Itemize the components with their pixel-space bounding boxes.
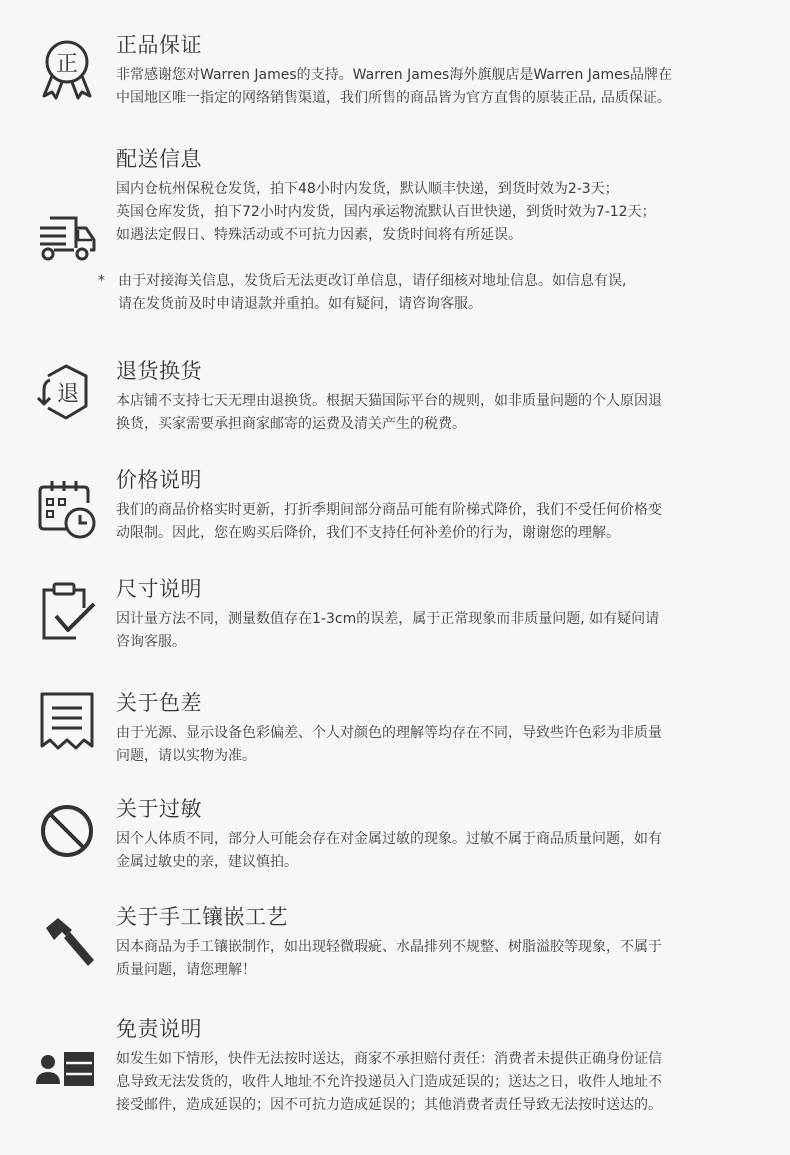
- note-line: 由于对接海关信息，发货后无法更改订单信息，请仔细核对地址信息。如信息有误,: [118, 273, 627, 289]
- body-line: 质量问题，请您理解！: [116, 962, 256, 978]
- note-star: *: [98, 273, 105, 289]
- returns-badge-char: 退: [56, 382, 80, 407]
- authentic-ribbon-icon: [34, 34, 100, 100]
- section-body: [116, 608, 766, 654]
- section-body: [116, 390, 766, 436]
- body-line: 英国仓库发货，拍下72小时内发货，国内承运物流默认百世快递，到货时效为7-12天；: [116, 204, 656, 220]
- section-title: 正品保证: [116, 33, 202, 57]
- body-line: 问题，请以实物为准。: [116, 748, 256, 764]
- section-body: [116, 722, 766, 768]
- note-line: 请在发货前及时申请退款并重拍。如有疑问，请咨询客服。: [118, 296, 482, 312]
- body-line: 换货，买家需要承担商家邮寄的运费及清关产生的税费。: [116, 416, 466, 432]
- return-exchange-icon: [34, 360, 100, 426]
- prohibited-icon: [34, 798, 100, 864]
- section-title: 价格说明: [116, 468, 202, 492]
- body-line: 接受邮件，造成延误的；因不可抗力造成延误的；其他消费者责任导致无法按时送达的。: [116, 1097, 662, 1113]
- section-title: 关于手工镶嵌工艺: [116, 905, 288, 929]
- section-body: [116, 828, 766, 874]
- section-title: 关于过敏: [116, 797, 202, 821]
- section-title: 尺寸说明: [116, 577, 202, 601]
- body-line: 咨询客服。: [116, 634, 186, 650]
- section-title: 关于色差: [116, 691, 202, 715]
- body-line: 息导致无法发货的，收件人地址不允许投递员入门造成延误的；送达之日，收件人地址不: [116, 1074, 662, 1090]
- section-title: 免责说明: [116, 1017, 202, 1041]
- body-line: 金属过敏史的亲，建议慎拍。: [116, 854, 298, 870]
- body-line: 我们的商品价格实时更新，打折季期间部分商品可能有阶梯式降价，我们不受任何价格变: [116, 502, 662, 518]
- body-line: 因本商品为手工镶嵌制作，如出现轻微瑕疵、水晶排列不规整、树脂溢胶等现象，不属于: [116, 939, 662, 955]
- body-line: 因个人体质不同，部分人可能会存在对金属过敏的现象。过敏不属于商品质量问题，如有: [116, 831, 662, 847]
- body-line: 非常感谢您对Warren James的支持。Warren James海外旗舰店是Warren James品牌在: [116, 67, 673, 83]
- section-title: 退货换货: [116, 359, 202, 383]
- body-line: 本店铺不支持七天无理由退换货。根据天猫国际平台的规则，如非质量问题的个人原因退: [116, 393, 662, 409]
- user-list-icon: [34, 1038, 100, 1104]
- section-body: [116, 64, 766, 110]
- body-line: 动限制。因此，您在购买后降价，我们不支持任何补差价的行为，谢谢您的理解。: [116, 525, 620, 541]
- body-line: 国内仓杭州保税仓发货，拍下48小时内发货，默认顺丰快递，到货时效为2-3天；: [116, 181, 619, 197]
- receipt-icon: [34, 690, 100, 756]
- body-line: 如发生如下情形，快件无法按时送达，商家不承担赔付责任：消费者未提供正确身份证信: [116, 1051, 662, 1067]
- body-line: 中国地区唯一指定的网络销售渠道，我们所售的商品皆为官方直售的原装正品, 品质保证。: [116, 90, 671, 106]
- section-body: [116, 499, 766, 545]
- section-body: [116, 1048, 766, 1117]
- section-title: 配送信息: [116, 147, 202, 171]
- section-body: [116, 178, 766, 247]
- section-body: [116, 936, 766, 982]
- body-line: 如遇法定假日、特殊活动或不可抗力因素，发货时间将有所延误。: [116, 227, 522, 243]
- hammer-icon: [34, 910, 100, 976]
- authentic-badge-char: 正: [55, 52, 79, 77]
- clipboard-check-icon: [34, 578, 100, 644]
- delivery-truck-icon: [34, 204, 100, 270]
- delivery-note: [98, 270, 778, 316]
- body-line: 由于光源、显示设备色彩偏差、个人对颜色的理解等均存在不同，导致些许色彩为非质量: [116, 725, 662, 741]
- calendar-clock-icon: [34, 477, 100, 543]
- body-line: 因计量方法不同，测量数值存在1-3cm的误差，属于正常现象而非质量问题, 如有疑问请: [116, 611, 660, 627]
